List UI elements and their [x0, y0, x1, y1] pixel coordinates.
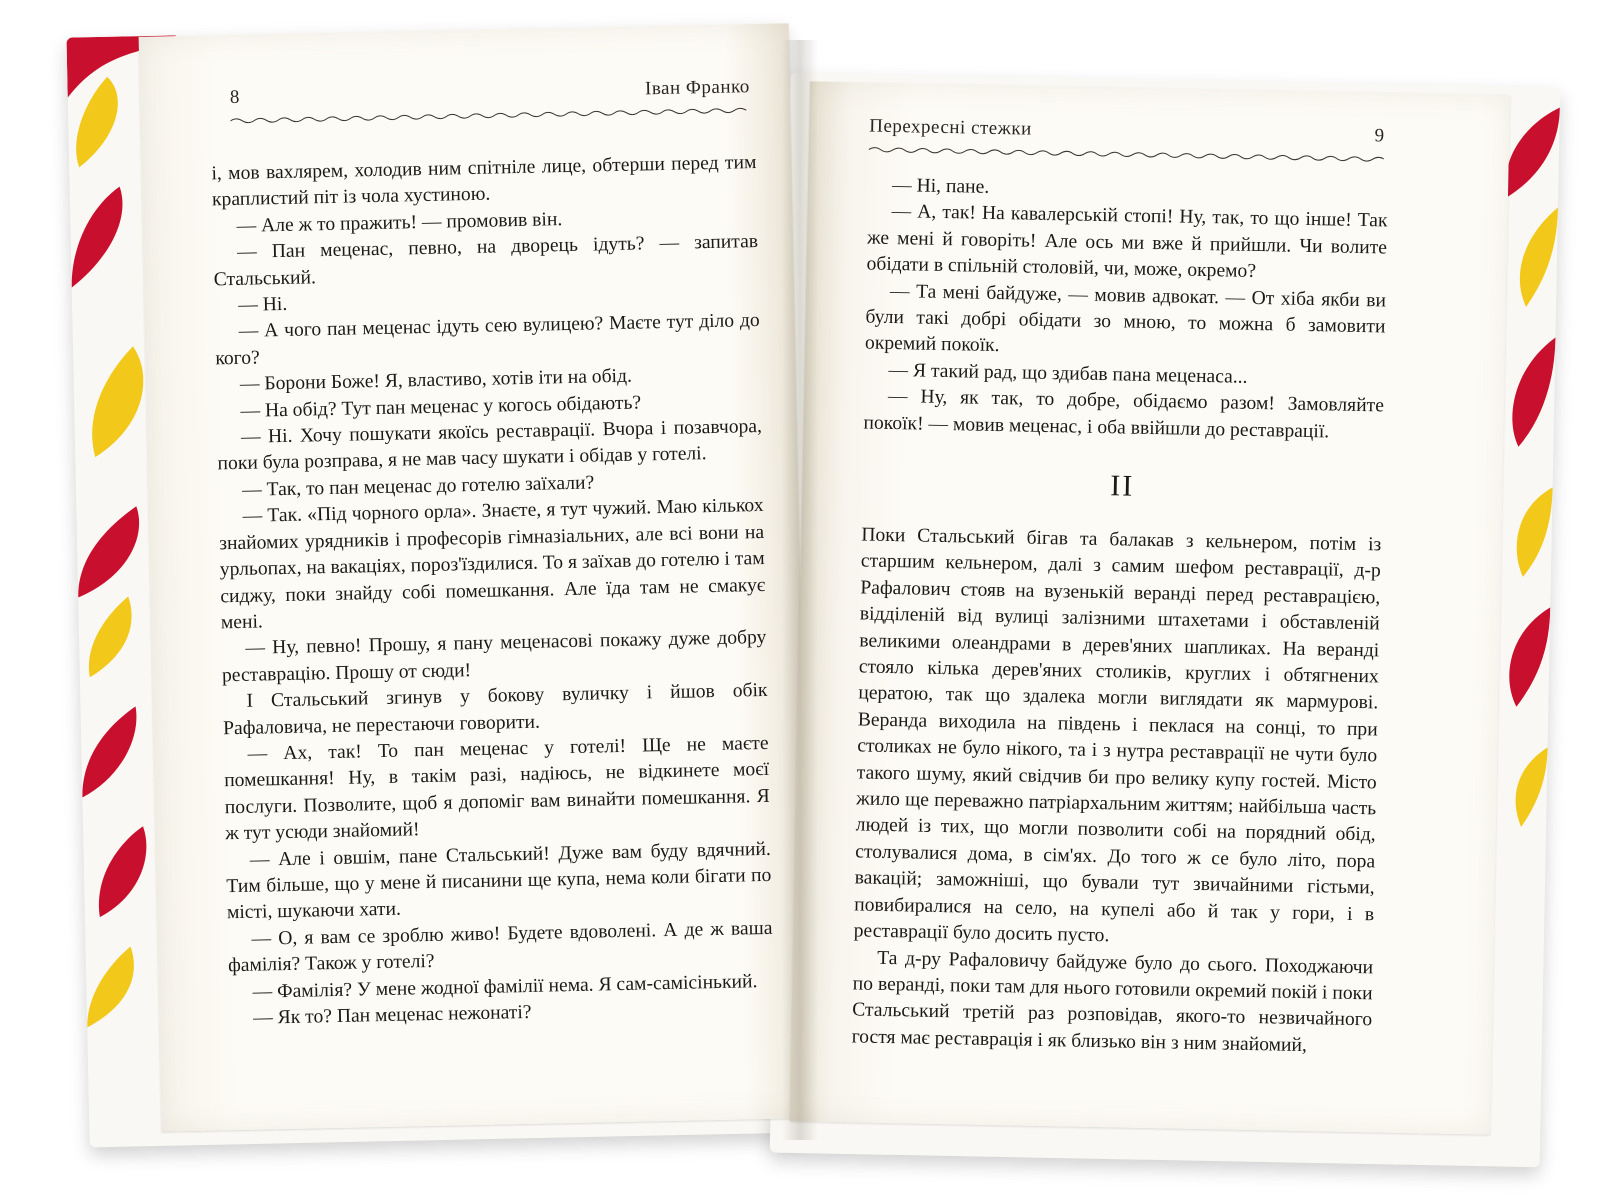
right-page [790, 81, 1510, 1134]
paragraph: — О, я вам се зроблю живо! Будете вдоволені. А де ж ваша фамілія? Також у готелі? [227, 917, 773, 977]
paragraph: — Ах, так! То пан меценас у готелі! Ще не маєте помешкання! Ну, в такім разі, надіюсь, не відкинете моєї послуги. Позволите, щоб я допоміг вам винайти помешкання. Я ж тут усюди знайомий! [223, 732, 770, 845]
paragraph: — Ні. [238, 293, 288, 316]
paragraph: — Так, то пан меценас до готелю заїхали? [241, 472, 595, 501]
book-spine-shadow [782, 40, 818, 1140]
paragraph: — Та мені байдуже, — мовив адвокат. — От хіба якби ви були такі добрі обідати зо мною, то можна б замовити окремий покоїк. [864, 280, 1387, 357]
right-body-text-bottom [851, 522, 1381, 1060]
paragraph: — Ні. Хочу пошукати якоїсь реставрації. Вчора і позавчора, поки була розправа, я не мав часу шукати і обідав у готелі. [217, 416, 763, 475]
page-number: 9 [1374, 125, 1385, 147]
paragraph: — Я такий рад, що здибав пана меценаса... [888, 359, 1248, 388]
chapter-number: II [1110, 469, 1135, 503]
paragraph: Та д-ру Рафаловичу байдуже було до сього. Походжаючи по веранді, поки там для нього готовили окремий покій і поки Стальський третій раз розповідав, якого-то незвичайного гостя має реставрація і як близько він з ним знайомий, [851, 947, 1374, 1056]
paragraph: — Пан меценас, певно, на дворець ідуть? — запитав Стальський. [213, 231, 759, 291]
paragraph: — На обід? Тут пан меценас у когось обідають? [240, 392, 642, 422]
right-body-text-top [863, 173, 1388, 447]
paragraph: — Фамілія? У мене жодної фамілії нема. Я сам-самісінький. [252, 970, 758, 1003]
running-head-author: Іван Франко [644, 76, 751, 100]
right-running-header [869, 116, 1384, 156]
paragraph: — Але ж то пражить! — промовив він. [236, 208, 563, 237]
paragraph: — А чого пан меценас ідуть сею вулицею? Маєте тут діло до кого? [215, 310, 760, 370]
paragraph: — Ну, певно! Прошу, я пану меценасові покажу дуже добру реставрацію. Прошу от сюди! [221, 627, 767, 687]
paragraph: — Борони Боже! Я, властиво, хотів іти на обід. [239, 365, 633, 396]
paragraph: — А, так! На кавалерській стопі! Ну, так, то що інше! Так же мені й говоріть! Але ось ми вже й прийшли. Чи волите обідати в спільній столовій, чи, може, окремо? [866, 201, 1388, 283]
paragraph: і, мов вахлярем, холодив ним спітніле лице, обтерши перед тим краплистий піт із чола хустиною. [211, 152, 757, 211]
left-body-text [211, 150, 774, 1033]
paragraph: І Стальський згинув у бокову вуличку і йшов обік Рафаловича, не перестаючи говорити. [222, 680, 768, 739]
paragraph: Поки Стальський бігав та балакав з кельнером, потім із старшим кельнером, далі з самим шефом реставрації, д-р Рафалович стояв на вузенькій веранді перед реставрацією, відділеній від вулиці залізними штахетами і обставленій великими олеандрами в дерев'яних шапликах. На веранді стояло кілька дерев'яних столиків, круглих і обтягнених цератою, так що здалека могли виглядати як мармурові. Веранда виходила на південь і пеклася на сонці, то при столиках не було нікого, та і з нутра реставрації не чути було такого шуму, який свідчив би про велику купу гостей. Місто жило ще переважно патріархальним життям; найбільша часть людей із тих, що могли позволити собі на порядний обід, столувалися дома, в сім'ях. До того ж се було літо, пора вакацій; заможніші, що бували тут звичайними гістьми, повибиралися на село, на купелі або й так у гори, і в реставрації було досить пусто. [853, 524, 1382, 947]
left-page [139, 23, 812, 1131]
left-running-header [230, 76, 751, 117]
paragraph: — Так. «Під чорного орла». Знаєте, я тут чужий. Маю кількох знайомих урядників і професорів гімназіальних, але всі вони на урльопах, на вакаціях, пороз'їздилися. То я заїхав до готелю і там сиджу, поки знайду собі помешкання. Але їда там не смакує мені. [219, 495, 766, 634]
wavy-rule [869, 146, 1384, 164]
paragraph: — Але і овшім, пане Стальський! Дуже вам буду вдячний. Тим більше, що у мене й писанини ще купа, нема коли бігати по місті, шукаючи хати. [226, 838, 772, 924]
paragraph: — Як то? Пан меценас нежонаті? [252, 1001, 532, 1029]
paragraph: — Ні, пане. [891, 174, 990, 198]
paragraph: — Ну, як так, то добре, обідаємо разом! Замовляйте покоїк! — мовив меценас, і оба ввійшли до реставрації. [863, 386, 1385, 443]
page-number: 8 [229, 86, 240, 109]
running-head-title: Перехресні стежки [868, 115, 1032, 140]
wavy-rule [230, 106, 750, 125]
